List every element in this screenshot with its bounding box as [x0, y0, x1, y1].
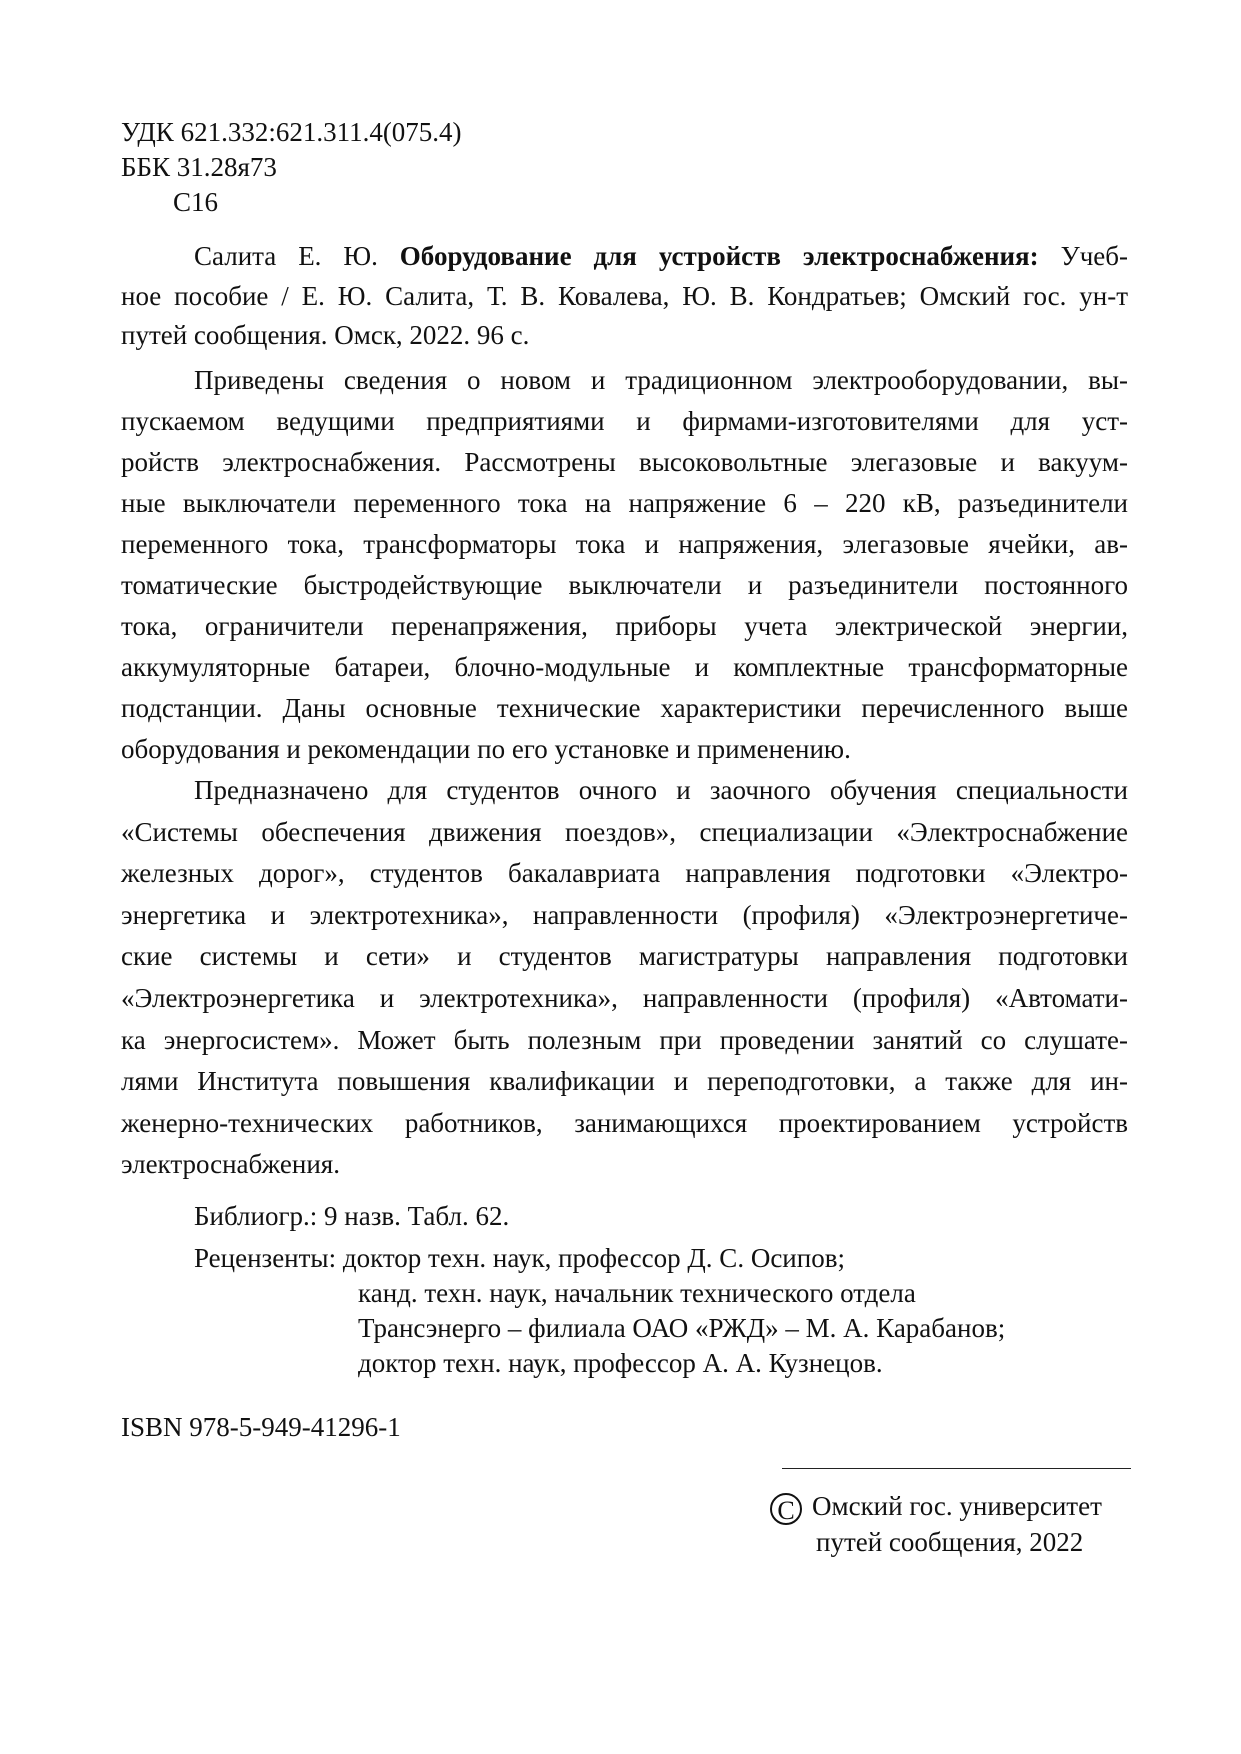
citation-text: Учеб-	[1038, 241, 1129, 271]
paragraph-line: переменного тока, трансформаторы тока и напряжения, элегазовые ячейки, ав-	[121, 529, 1128, 559]
paragraph-line: лями Института повышения квалификации и переподготовки, а также для ин-	[121, 1066, 1128, 1097]
copyright-year: путей сообщения, 2022	[816, 1527, 1084, 1557]
reviewer-line: доктор техн. наук, профессор А. А. Кузнецов.	[358, 1348, 883, 1378]
udk-code: УДК 621.332:621.311.4(075.4)	[121, 117, 462, 147]
reviewers	[121, 1241, 1128, 1381]
copyright-icon: C	[770, 1493, 802, 1525]
paragraph-line: железных дорог», студентов бакалавриата направления подготовки «Электро-	[121, 858, 1128, 889]
bibliographic-citation	[121, 237, 1128, 356]
citation-line: ное пособие / Е. Ю. Салита, Т. В. Ковалева, Ю. В. Кондратьев; Омский гос. ун-т	[121, 280, 1128, 311]
paragraph-line: ные выключатели переменного тока на напряжение 6 – 220 кВ, разъединители	[121, 488, 1128, 518]
paragraph-line: пускаемом ведущими предприятиями и фирмами-изготовителями для уст-	[121, 406, 1128, 436]
paragraph-line: аккумуляторные батареи, блочно-модульные и комплектные трансформаторные	[121, 652, 1128, 682]
paragraph-line: энергетика и электротехника», направленности (профиля) «Электроэнергетиче-	[121, 899, 1128, 930]
divider-line	[782, 1468, 1131, 1469]
paragraph-line: ройств электроснабжения. Рассмотрены высоковольтные элегазовые и вакуум-	[121, 447, 1128, 477]
bbk-code: ББК 31.28я73	[121, 152, 277, 182]
paragraph-line: тока, ограничители перенапряжения, приборы учета электрической энергии,	[121, 611, 1128, 641]
paragraph-line: «Системы обеспечения движения поездов», специализации «Электроснабжение	[121, 816, 1128, 847]
copyright-holder: Омский гос. университет	[812, 1491, 1102, 1521]
copyright-block	[770, 1488, 1170, 1560]
isbn: ISBN 978-5-949-41296-1	[121, 1412, 401, 1442]
abstract-paragraph	[121, 360, 1128, 770]
reviewer-line: Трансэнерго – филиала ОАО «РЖД» – М. А. Карабанов;	[358, 1313, 1006, 1343]
audience-paragraph	[121, 770, 1128, 1186]
paragraph-line: «Электроэнергетика и электротехника», направленности (профиля) «Автомати-	[121, 982, 1128, 1013]
classification-codes	[121, 115, 1128, 220]
paragraph-line: томатические быстродействующие выключатели и разъединители постоянного	[121, 570, 1128, 600]
citation-line	[121, 237, 1128, 277]
paragraph-line: Приведены сведения о новом и традиционном электрооборудовании, вы-	[194, 365, 1128, 395]
paragraph-line: Предназначено для студентов очного и заочного обучения специальности	[194, 775, 1128, 805]
bibliography-info	[121, 1196, 1128, 1237]
paragraph-line: ка энергосистем». Может быть полезным при проведении занятий со слушате-	[121, 1024, 1128, 1055]
reviewers-label: Рецензенты:	[194, 1243, 343, 1273]
paragraph-line: электроснабжения.	[121, 1149, 340, 1180]
citation-line: путей сообщения. Омск, 2022. 96 с.	[121, 320, 530, 350]
paragraph-line: ские системы и сети» и студентов магистратуры направления подготовки	[121, 941, 1128, 972]
citation-author: Салита Е. Ю.	[194, 241, 400, 271]
paragraph-line: подстанции. Даны основные технические характеристики перечисленного выше	[121, 693, 1128, 723]
author-mark: С16	[173, 187, 219, 217]
bibliography-text: Библиогр.: 9 назв. Табл. 62.	[194, 1201, 510, 1231]
book-title: Оборудование для устройств электроснабжения:	[399, 241, 1039, 271]
reviewer-line: доктор техн. наук, профессор Д. С. Осипов;	[342, 1243, 845, 1273]
paragraph-line: оборудования и рекомендации по его установке и применению.	[121, 734, 851, 764]
paragraph-line: женерно-технических работников, занимающихся проектированием устройств	[121, 1107, 1128, 1138]
reviewer-line: канд. техн. наук, начальник технического отдела	[358, 1278, 916, 1308]
